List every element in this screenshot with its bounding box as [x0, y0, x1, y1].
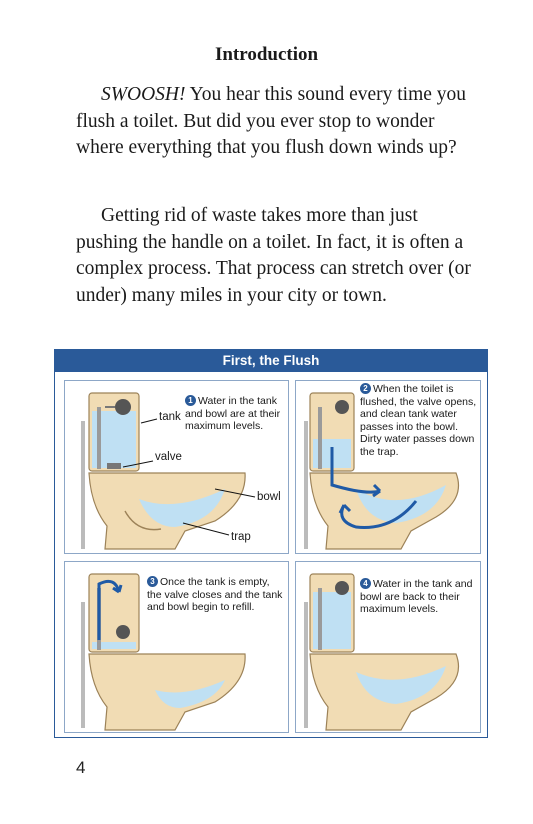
step-3-number: 3: [147, 576, 158, 587]
step-3-caption: 3 Once the tank is empty, the valve closes and the tank and bowl begin to refill.: [147, 576, 283, 613]
intro-paragraph-2-text: Getting rid of waste takes more than just pushing the handle on a toilet. In fact, it is often a complex process. That process can stretch over (or under) many miles in your city or town.: [76, 205, 471, 306]
intro-paragraph-2: [76, 203, 476, 309]
step-4-number: 4: [360, 578, 371, 589]
page-heading: Introduction: [214, 44, 319, 65]
step-3-panel: [64, 561, 289, 733]
bowl-label: bowl: [257, 491, 281, 503]
valve-label: valve: [155, 451, 182, 463]
step-1-number: 1: [185, 395, 196, 406]
step-1-panel: [64, 380, 289, 554]
flush-figure: [54, 349, 488, 738]
step-4-caption: 4 Water in the tank and bowl are back to their maximum levels.: [360, 578, 473, 615]
trap-label: trap: [231, 531, 251, 543]
step-1-caption: 1 Water in the tank and bowl are at their maximum levels.: [185, 395, 281, 432]
swoosh-emphasis: SWOOSH!: [101, 84, 186, 105]
page-number: 4: [76, 758, 86, 777]
intro-paragraph-1-text: You hear this sound every time you flush a toilet. But did you ever stop to wonder where everything that you flush down winds up?: [76, 84, 467, 158]
step-2-number: 2: [360, 383, 371, 394]
step-2-caption: 2 When the toilet is flushed, the valve opens, and clean tank water passes into the bowl. Dirty water passes down the trap.: [360, 383, 477, 458]
step-2-panel: [295, 380, 481, 554]
intro-paragraph-1: [76, 82, 476, 162]
figure-title: First, the Flush: [55, 350, 487, 372]
step-4-panel: [295, 561, 481, 733]
tank-label: tank: [159, 411, 181, 423]
